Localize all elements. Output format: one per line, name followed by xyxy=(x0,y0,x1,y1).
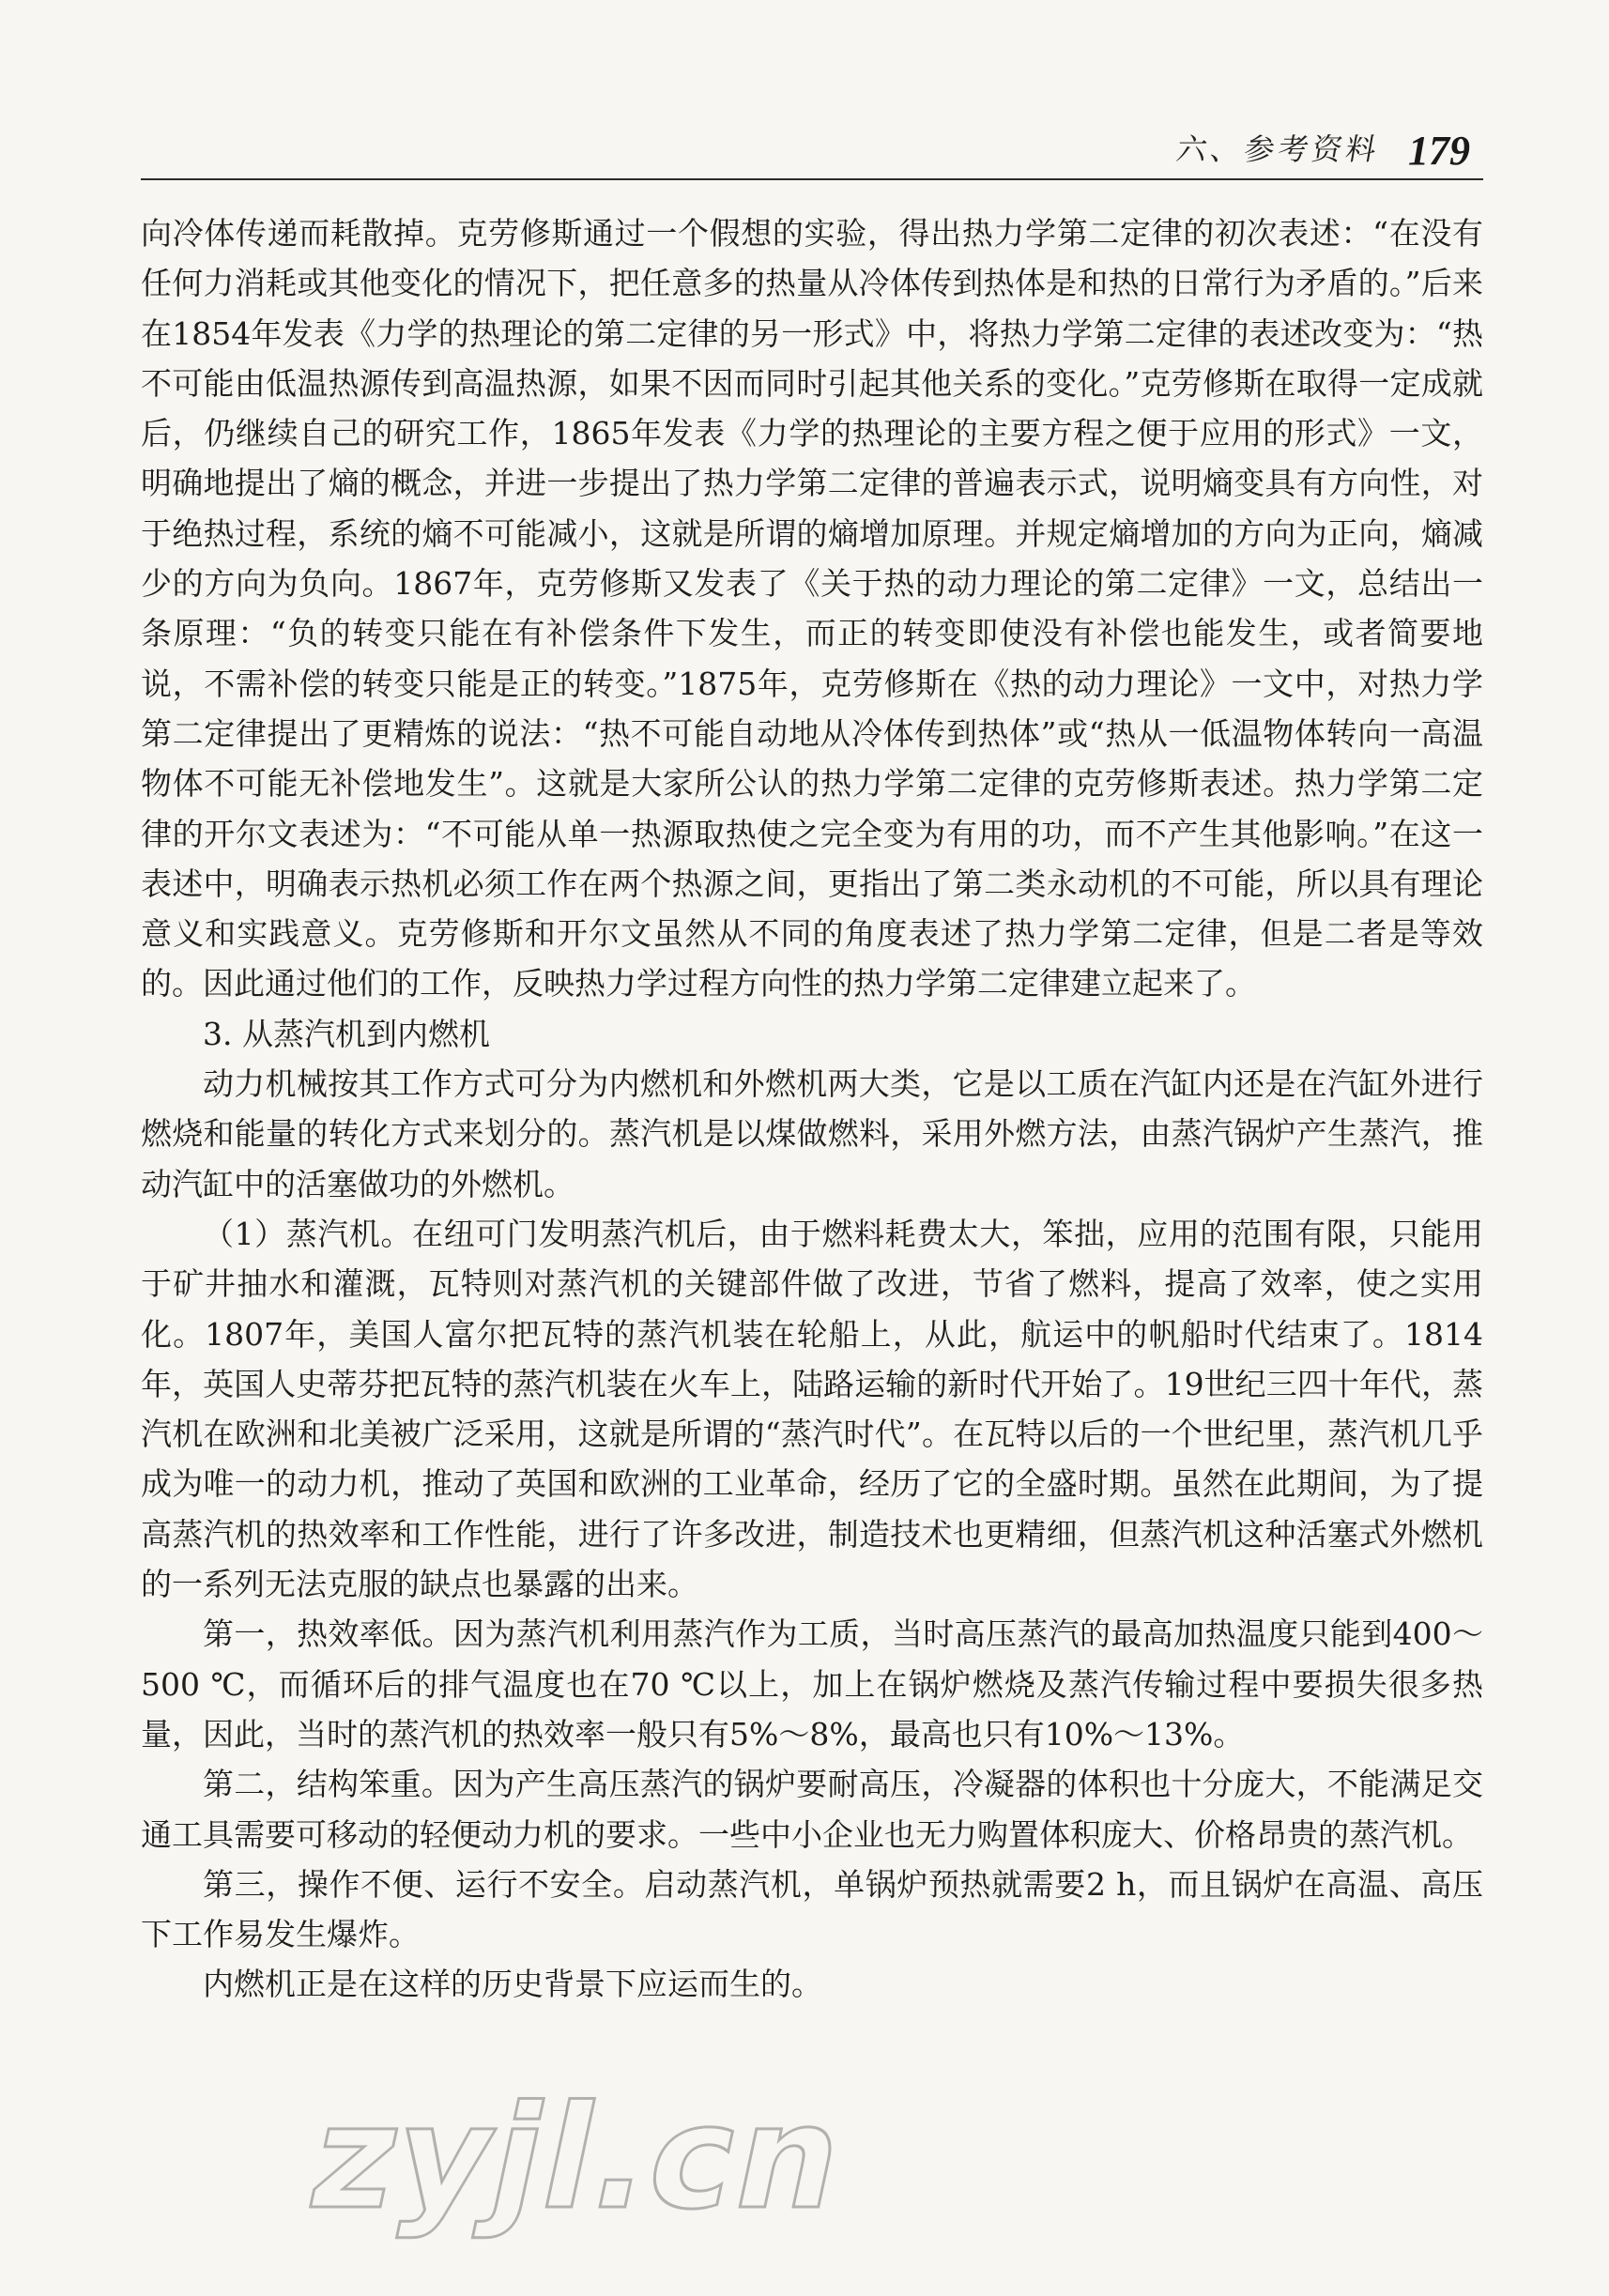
paragraph-conclusion: 内燃机正是在这样的历史背景下应运而生的。 xyxy=(203,1966,822,2003)
running-head-section: 六、参考资料 xyxy=(1173,131,1383,167)
header-rule xyxy=(141,178,1483,180)
paragraph-steam-engine: （1）蒸汽机。在纽可门发明蒸汽机后，由于燃料耗费太大，笨拙，应用的范围有限，只能用于矿井抽水和灌溉，瓦特则对蒸汽机的关键部件做了改进，节省了燃料，提高了效率，使之实用化。1807年，美国人富尔把瓦特的蒸汽机装在轮船上，从此，航运中的帆船时代结束了。1814年，英国人史蒂芬把瓦特的蒸汽机装在火车上，陆路运输的新时代开始了。19世纪三四十年代，蒸汽机在欧洲和北美被广泛采用，这就是所谓的“蒸汽时代”。在瓦特以后的一个世纪里，蒸汽机几乎成为唯一的动力机，推动了英国和欧洲的工业革命，经历了它的全盛时期。虽然在此期间，为了提高蒸汽机的热效率和工作性能，进行了许多改进，制造技术也更精细，但蒸汽机这种活塞式外燃机的一系列无法克服的缺点也暴露的出来。 xyxy=(141,1215,1483,1603)
page-header xyxy=(141,120,1483,180)
paragraph-drawback-safety: 第三，操作不便、运行不安全。启动蒸汽机，单锅炉预热就需要2 h，而且锅炉在高温、高压下工作易发生爆炸。 xyxy=(141,1865,1483,1953)
section-heading: 3. 从蒸汽机到内燃机 xyxy=(203,1015,490,1052)
paragraph-drawback-efficiency: 第一，热效率低。因为蒸汽机利用蒸汽作为工质，当时高压蒸汽的最高加热温度只能到400～500 ℃，而循环后的排气温度也在70 ℃以上，加上在锅炉燃烧及蒸汽传输过程中要损失很多热量，因此，当时的蒸汽机的热效率一般只有5%～8%，最高也只有10%～13%。 xyxy=(141,1615,1483,1753)
page-number: 179 xyxy=(1408,128,1470,174)
watermark: zyjl.cn xyxy=(297,2074,860,2241)
paragraph-engine-types: 动力机械按其工作方式可分为内燃机和外燃机两大类，它是以工质在汽缸内还是在汽缸外进行燃烧和能量的转化方式来划分的。蒸汽机是以煤做燃料，采用外燃方法，由蒸汽锅炉产生蒸汽，推动汽缸中的活塞做功的外燃机。 xyxy=(141,1065,1483,1202)
paragraph-drawback-weight: 第二，结构笨重。因为产生高压蒸汽的锅炉要耐高压，冷凝器的体积也十分庞大，不能满足交通工具需要可移动的轻便动力机的要求。一些中小企业也无力购置体积庞大、价格昂贵的蒸汽机。 xyxy=(141,1766,1483,1853)
body-text xyxy=(141,208,1483,2010)
paragraph-clausius-second-law: 向冷体传递而耗散掉。克劳修斯通过一个假想的实验，得出热力学第二定律的初次表述：“在没有任何力消耗或其他变化的情况下，把任意多的热量从冷体传到热体是和热的日常行为矛盾的。”后来在1854年发表《力学的热理论的第二定律的另一形式》中，将热力学第二定律的表述改变为：“热不可能由低温热源传到高温热源，如果不因而同时引起其他关系的变化。”克劳修斯在取得一定成就后，仍继续自己的研究工作，1865年发表《力学的热理论的主要方程之便于应用的形式》一文，明确地提出了熵的概念，并进一步提出了热力学第二定律的普遍表示式，说明熵变具有方向性，对于绝热过程，系统的熵不可能减小，这就是所谓的熵增加原理。并规定熵增加的方向为正向，熵减少的方向为负向。1867年，克劳修斯又发表了《关于热的动力理论的第二定律》一文，总结出一条原理：“负的转变只能在有补偿条件下发生，而正的转变即使没有补偿也能发生，或者简要地说，不需补偿的转变只能是正的转变。”1875年，克劳修斯在《热的动力理论》一文中，对热力学第二定律提出了更精炼的说法：“热不可能自动地从冷体传到热体”或“热从一低温物体转向一高温物体不可能无补偿地发生”。这就是大家所公认的热力学第二定律的克劳修斯表述。热力学第二定律的开尔文表述为：“不可能从单一热源取热使之完全变为有用的功，而不产生其他影响。”在这一表述中，明确表示热机必须工作在两个热源之间，更指出了第二类永动机的不可能，所以具有理论意义和实践意义。克劳修斯和开尔文虽然从不同的角度表述了热力学第二定律，但是二者是等效的。因此通过他们的工作，反映热力学过程方向性的热力学第二定律建立起来了。 xyxy=(141,215,1483,1003)
